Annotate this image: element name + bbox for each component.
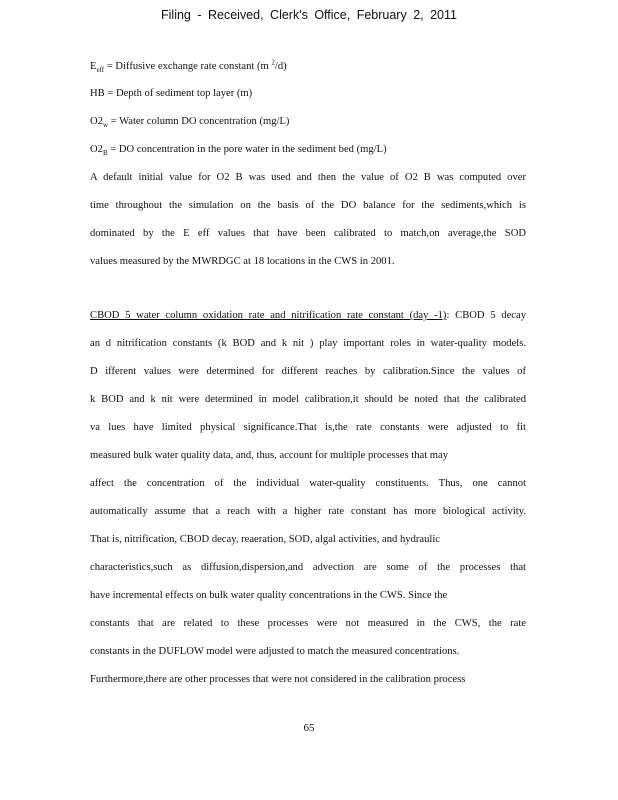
definition-text: = Diffusive exchange rate constant (m	[104, 61, 272, 72]
paragraph2-line: D ifferent values were determined for different reaches by calibration.Since the values of	[90, 366, 526, 377]
definition-symbol: E	[90, 61, 97, 72]
paragraph2-line: an d nitrification constants (k BOD and k nit ) play important roles in water-quality models.	[90, 338, 526, 349]
definition-eff	[90, 60, 287, 74]
definition-o2b	[90, 143, 387, 157]
paragraph2-line: affect the concentration of the individual water-quality constituents. Thus, one cannot	[90, 478, 526, 489]
definition-symbol: O2	[90, 144, 103, 155]
paragraph2-line: k BOD and k nit were determined in model calibration,it should be noted that the calibrated	[90, 394, 526, 405]
definition-subscript: w	[102, 121, 109, 130]
paragraph1-line: time throughout the simulation on the basis of the DO balance for the sediments,which is	[90, 200, 526, 211]
definition-text: = Water column DO concentration (mg/L)	[108, 116, 290, 127]
definition-symbol: HB	[90, 88, 105, 99]
definition-text-tail: /d)	[274, 61, 287, 72]
definition-symbol: O2	[90, 116, 103, 127]
page-number: 65	[303, 722, 315, 734]
paragraph2-first-line	[90, 309, 526, 323]
paragraph2-heading-tail: : CBOD 5 decay	[446, 310, 526, 321]
paragraph1-line: values measured by the MWRDGC at 18 locations in the CWS in 2001.	[90, 256, 395, 267]
paragraph1-line: A default initial value for O2 B was used and then the value of O2 B was computed over	[90, 172, 526, 183]
definition-text: = Depth of sediment top layer (m)	[104, 88, 253, 99]
definition-subscript: eff	[96, 66, 105, 75]
page-header: Filing - Received, Clerk's Office, February 2, 2011	[161, 8, 457, 22]
definition-subscript: B	[102, 149, 108, 158]
paragraph2-line: automatically assume that a reach with a higher rate constant has more biological activity.	[90, 506, 526, 517]
paragraph2-line: measured bulk water quality data, and, thus, account for multiple processes that may	[90, 450, 449, 461]
definition-o2w	[90, 115, 289, 129]
paragraph2-line: That is, nitrification, CBOD decay, reaeration, SOD, algal activities, and hydraulic	[90, 534, 440, 545]
definition-superscript: 2	[271, 58, 275, 67]
definition-hb	[90, 87, 252, 101]
definition-text: = DO concentration in the pore water in the sediment bed (mg/L)	[107, 144, 387, 155]
paragraph2-line: va lues have limited physical significance.That is,the rate constants were adjusted to fit	[90, 422, 526, 433]
paragraph2-heading: CBOD 5 water column oxidation rate and nitrification rate constant (day -1)	[90, 310, 447, 321]
paragraph2-line: Furthermore,there are other processes that were not considered in the calibration process	[90, 674, 466, 685]
paragraph2-line: constants that are related to these processes were not measured in the CWS, the rate	[90, 618, 526, 629]
paragraph1-line: dominated by the E eff values that have been calibrated to match,on average,the SOD	[90, 228, 526, 239]
paragraph2-line: have incremental effects on bulk water quality concentrations in the CWS. Since the	[90, 590, 448, 601]
paragraph2-line: characteristics,such as diffusion,dispersion,and advection are some of the processes that	[90, 562, 526, 573]
paragraph2-line: constants in the DUFLOW model were adjusted to match the measured concentrations.	[90, 646, 460, 657]
